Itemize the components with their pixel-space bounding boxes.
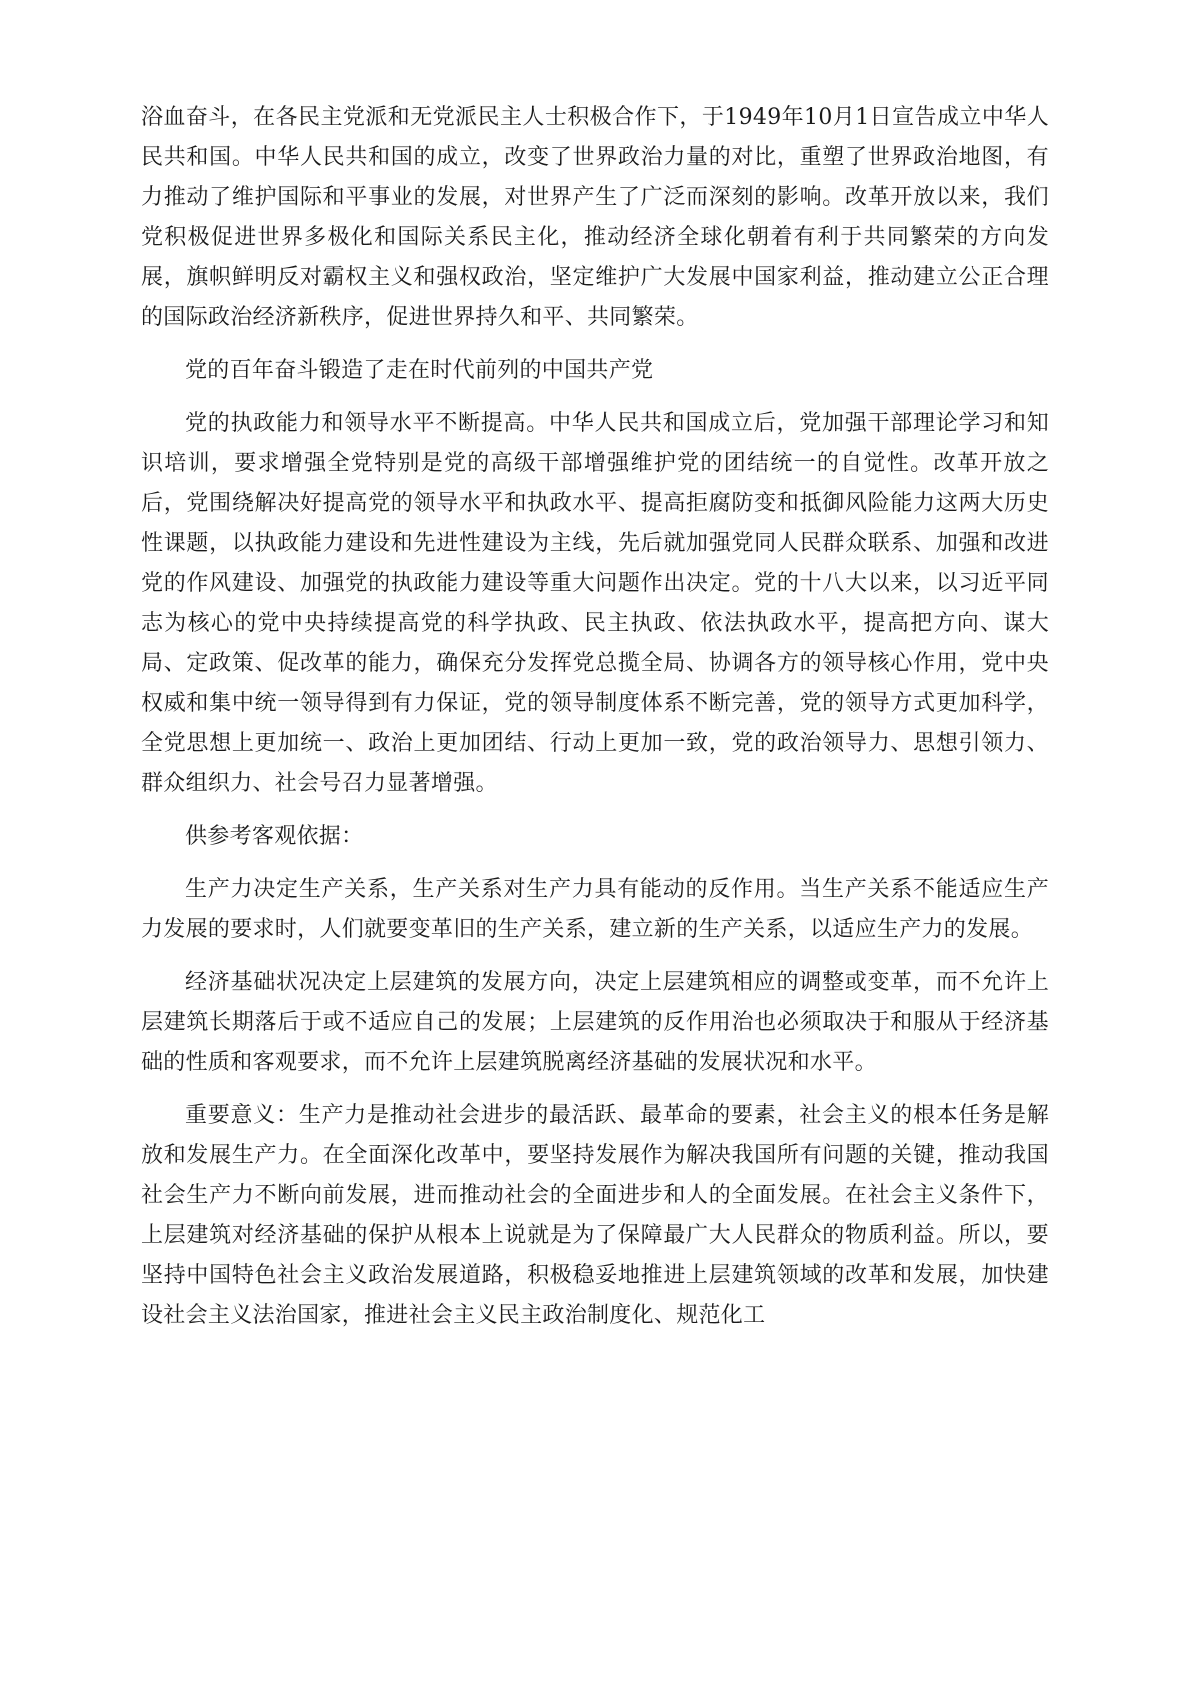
document-body <box>141 98 1049 1349</box>
paragraph-productive-forces: 生产力决定生产关系，生产关系对生产力具有能动的反作用。当生产关系不能适应生产力发展的要求时，人们就要变革旧的生产关系，建立新的生产关系，以适应生产力的发展。 <box>141 877 1049 942</box>
paragraph-economic-base: 经济基础状况决定上层建筑的发展方向，决定上层建筑相应的调整或变革，而不允许上层建筑长期落后于或不适应自己的发展；上层建筑的反作用治也必须取决于和服从于经济基础的性质和客观要求，而不允许上层建筑脱离经济基础的发展状况和水平。 <box>141 970 1049 1075</box>
paragraph-continuation: 浴血奋斗，在各民主党派和无党派民主人士积极合作下，于1949年10月1日宣告成立中华人民共和国。中华人民共和国的成立，改变了世界政治力量的对比，重塑了世界政治地图，有力推动了维护国际和平事业的发展，对世界产生了广泛而深刻的影响。改革开放以来，我们党积极促进世界多极化和国际关系民主化，推动经济全球化朝着有利于共同繁荣的方向发展，旗帜鲜明反对霸权主义和强权政治，坚定维护广大发展中国家利益，推动建立公正合理的国际政治经济新秩序，促进世界持久和平、共同繁荣。 <box>141 105 1049 330</box>
paragraph-significance: 重要意义：生产力是推动社会进步的最活跃、最革命的要素，社会主义的根本任务是解放和发展生产力。在全面深化改革中，要坚持发展作为解决我国所有问题的关键，推动我国社会生产力不断向前发展，进而推动社会的全面进步和人的全面发展。在社会主义条件下，上层建筑对经济基础的保护从根本上说就是为了保障最广大人民群众的物质利益。所以，要坚持中国特色社会主义政治发展道路，积极稳妥地推进上层建筑领域的改革和发展，加快建设社会主义法治国家，推进社会主义民主政治制度化、规范化工 <box>141 1103 1049 1328</box>
reference-label: 供参考客观依据： <box>185 824 364 849</box>
section-heading: 党的百年奋斗锻造了走在时代前列的中国共产党 <box>185 358 654 383</box>
paragraph-governance: 党的执政能力和领导水平不断提高。中华人民共和国成立后，党加强干部理论学习和知识培训，要求增强全党特别是党的高级干部增强维护党的团结统一的自觉性。改革开放之后，党围绕解决好提高党的领导水平和执政水平、提高拒腐防变和抵御风险能力这两大历史性课题，以执政能力建设和先进性建设为主线，先后就加强党同人民群众联系、加强和改进党的作风建设、加强党的执政能力建设等重大问题作出决定。党的十八大以来，以习近平同志为核心的党中央持续提高党的科学执政、民主执政、依法执政水平，提高把方向、谋大局、定政策、促改革的能力，确保充分发挥党总揽全局、协调各方的领导核心作用，党中央权威和集中统一领导得到有力保证，党的领导制度体系不断完善，党的领导方式更加科学，全党思想上更加统一、政治上更加团结、行动上更加一致，党的政治领导力、思想引领力、群众组织力、社会号召力显著增强。 <box>141 411 1049 796</box>
